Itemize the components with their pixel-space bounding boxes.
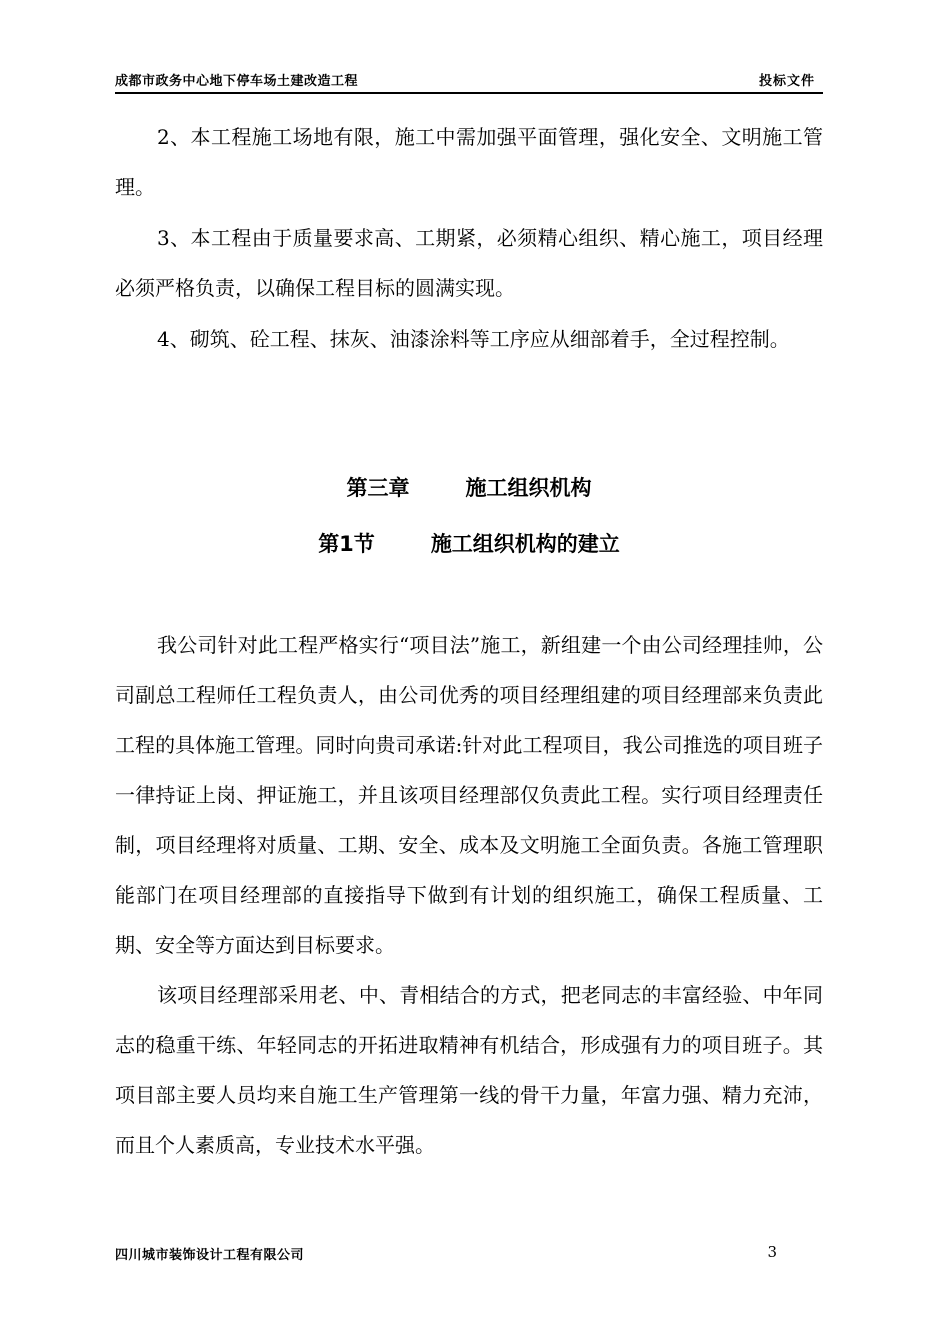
footer-company-name: 四川城市装饰设计工程有限公司 [115,1248,305,1263]
section-heading [115,524,823,564]
section-number: 第1节 [318,532,375,556]
numbered-list [115,112,823,364]
body-paragraph: 我公司针对此工程严格实行“项目法”施工，新组建一个由公司经理挂帅，公司副总工程师任工程负责人，由公司优秀的项目经理组建的项目经理部来负责此工程的具体施工管理。同时向贵司承诺:针对此工程项目，我公司推选的项目班子一律持证上岗、押证施工，并且该项目经理部仅负责此工程。实行项目经理责任制，项目经理将对质量、工期、安全、成本及文明施工全面负责。各施工管理职能部门在项目经理部的直接指导下做到有计划的组织施工，确保工程质量、工期、安全等方面达到目标要求。 [115,633,823,957]
header-document-type: 投标文件 [758,74,815,89]
section-title: 施工组织机构的建立 [430,532,620,556]
page-footer [115,1244,823,1266]
page-number: 3 [767,1243,777,1261]
chapter-number: 第三章 [346,476,410,500]
list-item: 4、砌筑、砼工程、抹灰、油漆涂料等工序应从细部着手，全过程控制。 [157,327,790,351]
chapter-heading [115,468,823,508]
list-item: 2、本工程施工场地有限，施工中需加强平面管理，强化安全、文明施工管理。 [115,125,823,199]
page-header [115,66,823,94]
chapter-title: 施工组织机构 [465,476,592,500]
list-item: 3、本工程由于质量要求高、工期紧，必须精心组织、精心施工，项目经理必须严格负责，以确保工程目标的圆满实现。 [115,226,823,300]
section-body [115,620,823,1170]
body-paragraph: 该项目经理部采用老、中、青相结合的方式，把老同志的丰富经验、中年同志的稳重干练、年轻同志的开拓进取精神有机结合，形成强有力的项目班子。其项目部主要人员均来自施工生产管理第一线的骨干力量，年富力强、精力充沛，而且个人素质高，专业技术水平强。 [115,983,823,1157]
header-project-title: 成都市政务中心地下停车场土建改造工程 [115,74,359,89]
